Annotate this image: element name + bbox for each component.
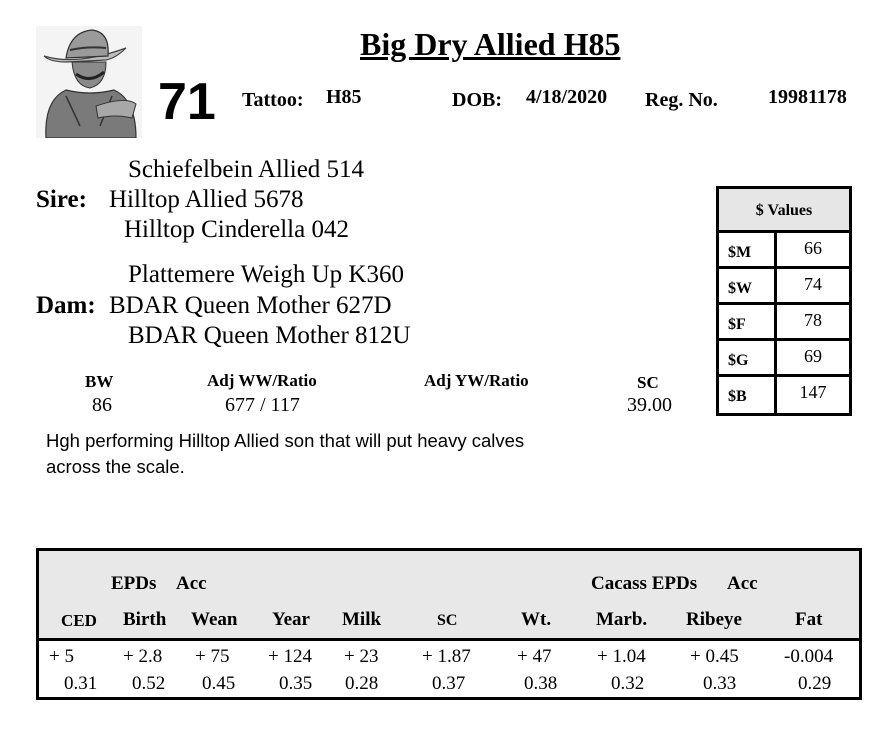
sire-label: Sire: <box>36 186 87 213</box>
epd-col-wt: Wt. <box>521 609 552 630</box>
dollar-value-row <box>719 233 849 269</box>
sire-name: Hilltop Allied 5678 <box>109 186 304 213</box>
acc-value-year: 0.35 <box>279 673 313 694</box>
epd-value-milk: + 23 <box>344 646 379 667</box>
dollar-values-table <box>716 186 852 416</box>
lot-number: 71 <box>158 73 216 131</box>
dollar-value-value: 66 <box>804 238 822 258</box>
dollar-value-row <box>719 305 849 341</box>
dollar-value-label: $B <box>719 377 777 413</box>
dollar-value-value: 69 <box>804 346 822 366</box>
epd-col-milk: Milk <box>342 609 382 630</box>
tattoo-label: Tattoo: <box>242 89 304 111</box>
dollar-value-label: $F <box>719 305 777 338</box>
acc-value-fat: 0.29 <box>798 673 832 694</box>
adj-ww-value: 677 / 117 <box>225 394 300 416</box>
dollar-value-value: 147 <box>799 382 827 402</box>
sc-label: SC <box>637 373 659 392</box>
epd-value-marb: + 1.04 <box>597 646 646 667</box>
epd-col-sc: SC <box>437 612 458 629</box>
bw-label: BW <box>85 372 114 391</box>
adj-yw-label: Adj YW/Ratio <box>424 371 529 390</box>
dollar-values-title: $ Values <box>719 189 849 233</box>
animal-name-title: Big Dry Allied H85 <box>360 26 621 62</box>
dollar-value-row <box>719 341 849 377</box>
description-text: Hgh performing Hilltop Allied son that will put heavy calves across the scale. <box>46 430 525 477</box>
sc-value: 39.00 <box>627 394 672 416</box>
adj-ww-label: Adj WW/Ratio <box>207 371 317 390</box>
epd-value-wean: + 75 <box>195 646 230 667</box>
dob-value: 4/18/2020 <box>526 86 608 108</box>
epd-value-wt: + 47 <box>517 646 552 667</box>
acc-value-wean: 0.45 <box>202 673 236 694</box>
cowboy-sketch-photo <box>36 26 142 138</box>
dollar-value-label: $G <box>719 341 777 374</box>
dollar-value-label: $W <box>719 269 777 302</box>
acc-value-marb: 0.32 <box>611 673 645 694</box>
epd-col-fat: Fat <box>795 609 823 630</box>
dollar-value-row <box>719 377 849 413</box>
dam-dam: BDAR Queen Mother 812U <box>128 322 411 349</box>
acc-value-ced: 0.31 <box>64 673 98 694</box>
dollar-value-value: 74 <box>804 274 822 294</box>
epd-col-marb: Marb. <box>596 609 648 630</box>
epd-table-header <box>39 551 859 641</box>
dob-label: DOB: <box>452 89 502 111</box>
sire-sire: Schiefelbein Allied 514 <box>128 156 365 183</box>
epds-group-label: EPDs <box>111 573 157 594</box>
epd-value-ced: + 5 <box>49 646 74 667</box>
carcass-acc-label: Acc <box>727 573 758 594</box>
reg-no-label: Reg. No. <box>645 89 718 111</box>
acc-value-milk: 0.28 <box>345 673 379 694</box>
epd-col-ribeye: Ribeye <box>686 609 742 630</box>
epd-value-birth: + 2.8 <box>123 646 163 667</box>
dam-sire: Plattemere Weigh Up K360 <box>128 261 404 288</box>
dollar-value-label: $M <box>719 233 777 266</box>
bw-value: 86 <box>92 394 112 416</box>
acc-value-birth: 0.52 <box>132 673 166 694</box>
epd-col-year: Year <box>272 609 310 630</box>
epds-acc-label: Acc <box>176 573 207 594</box>
epd-col-ced: CED <box>61 611 97 630</box>
epd-value-ribeye: + 0.45 <box>690 646 739 667</box>
sire-dam: Hilltop Cinderella 042 <box>124 216 349 243</box>
dollar-value-value: 78 <box>804 310 822 330</box>
reg-no-value: 19981178 <box>768 86 847 108</box>
epd-value-sc: + 1.87 <box>422 646 471 667</box>
carcass-epds-group-label: Cacass EPDs <box>591 573 698 594</box>
epd-col-wean: Wean <box>191 609 238 630</box>
acc-value-sc: 0.37 <box>432 673 466 694</box>
dam-label: Dam: <box>36 292 96 319</box>
dollar-value-row <box>719 269 849 305</box>
acc-value-ribeye: 0.33 <box>703 673 737 694</box>
epd-value-year: + 124 <box>268 646 312 667</box>
epd-col-birth: Birth <box>123 609 167 630</box>
tattoo-value: H85 <box>326 86 362 108</box>
epd-value-fat: -0.004 <box>784 646 834 667</box>
acc-value-wt: 0.38 <box>524 673 558 694</box>
dam-name: BDAR Queen Mother 627D <box>109 292 392 319</box>
epd-table <box>36 548 862 700</box>
